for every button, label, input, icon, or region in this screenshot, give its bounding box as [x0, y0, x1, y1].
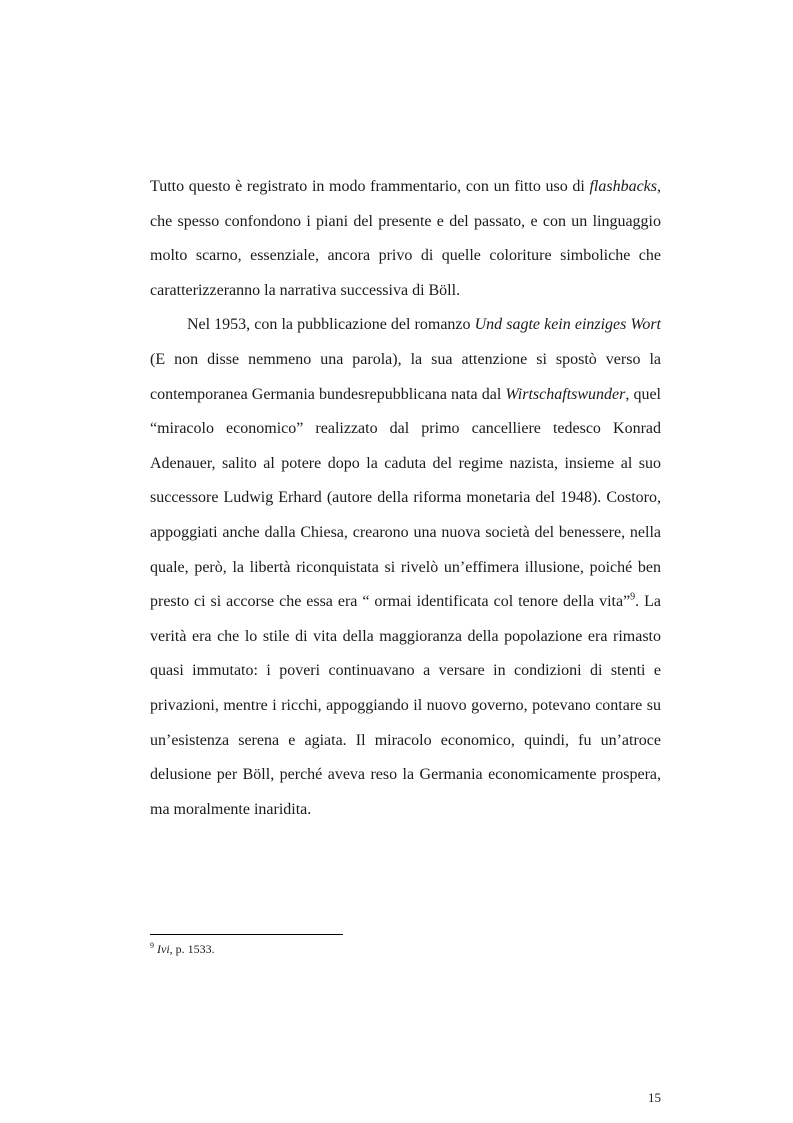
paragraph-1-text-cont: , che spesso confondono i piani del presente e del passato, e con un linguaggio molto scarno, essenziale, ancora privo di quelle coloriture simboliche che caratterizzeranno la narrativa successiva di Böll. — [150, 178, 661, 299]
italic-term-wirtschaftswunder: Wirtschaftswunder — [505, 385, 626, 403]
footnote-reference[interactable]: 9 — [630, 591, 636, 603]
paragraph-1 — [150, 170, 661, 308]
page-number: 15 — [648, 1090, 661, 1105]
paragraph-2 — [150, 308, 661, 827]
body-text — [150, 170, 661, 827]
paragraph-2-text-cont: (E non disse nemmeno una parola), la sua attenzione si spostò verso la contemporanea Germania bundesrepubblicana nata dal — [150, 350, 661, 403]
italic-title-und-sagte: Und sagte kein einziges Wort — [474, 316, 661, 334]
paragraph-1-text: Tutto questo è registrato in modo frammentario, con un fitto uso di — [150, 178, 590, 195]
footnote-italic-ivi: Ivi — [157, 942, 170, 956]
paragraph-2-text-cont2: , quel “miracolo economico” realizzato dal primo cancelliere tedesco Konrad Adenauer, salito al potere dopo la caduta del regime nazista, insieme al suo successore Ludwig Erhard (autore della riforma monetaria del 1948). Costoro, appoggiati anche dalla Chiesa, crearono una nuova società del benessere, nella quale, però, la libertà riconquistata si rivelò un’effimera illusione, poiché ben presto ci si accorse che essa era “ ormai identificata col tenore della vita” — [150, 385, 662, 611]
paragraph-2-text-cont3: . La verità era che lo stile di vita della maggioranza della popolazione era rimasto quasi immutato: i poveri continuavano a versare in condizioni di stenti e privazioni, mentre i ricchi, appoggiando il nuovo governo, potevano contare su un’esistenza serena e agiata. Il miracolo economico, quindi, fu un’atroce delusione per Böll, perché aveva reso la Germania economicamente prospera, ma moralmente inaridita. — [150, 593, 662, 818]
italic-term-flashbacks: flashbacks — [589, 178, 657, 195]
footnote-number: 9 — [150, 941, 154, 950]
footnote — [150, 941, 661, 957]
footnote-text: , p. 1533. — [169, 942, 215, 956]
footnote-separator — [150, 934, 343, 935]
paragraph-2-text: Nel 1953, con la pubblicazione del romanzo — [187, 316, 475, 334]
